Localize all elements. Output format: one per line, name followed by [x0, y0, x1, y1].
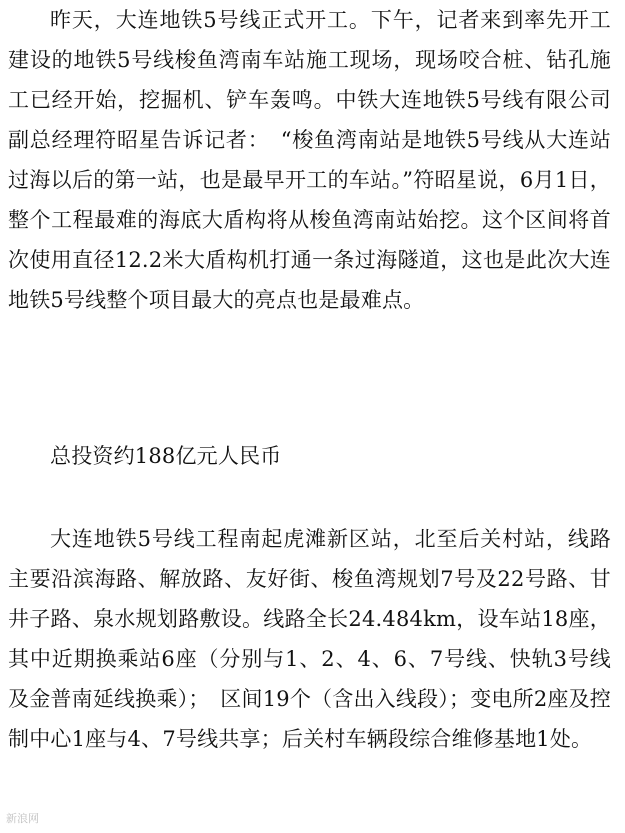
article-paragraph-route: 大连地铁5号线工程南起虎滩新区站，北至后关村站，线路主要沿滨海路、解放路、友好街、梭鱼湾规划7号及22号路、甘井子路、泉水规划路敷设。线路全长24.484km，设车站18座，其中近期换乘站6座（分别与1、2、4、6、7号线、快轨3号线及金普南延线换乘）； 区间19个（含出入线段）；变电所2座及控制中心1座与4、7号线共享；后关村车辆段综合维修基地1处。 — [8, 527, 611, 751]
article-paragraph-intro: 昨天，大连地铁5号线正式开工。下午，记者来到率先开工建设的地铁5号线梭鱼湾南车站施工现场，现场咬合桩、钻孔施工已经开始，挖掘机、铲车轰鸣。中铁大连地铁5号线有限公司副总经理符昭星告诉记者： “梭鱼湾南站是地铁5号线从大连站过海以后的第一站，也是最早开工的车站。”符昭星说，6月1日，整个工程最难的海底大盾构将从梭鱼湾南站始挖。这个区间将首次使用直径12.2米大盾构机打通一条过海隧道，这也是此次大连地铁5号线整个项目最大的亮点也是最难点。 — [8, 8, 611, 312]
watermark: 新浪网 — [6, 812, 39, 825]
article-paragraph-investment: 总投资约188亿元人民币 — [50, 444, 282, 468]
